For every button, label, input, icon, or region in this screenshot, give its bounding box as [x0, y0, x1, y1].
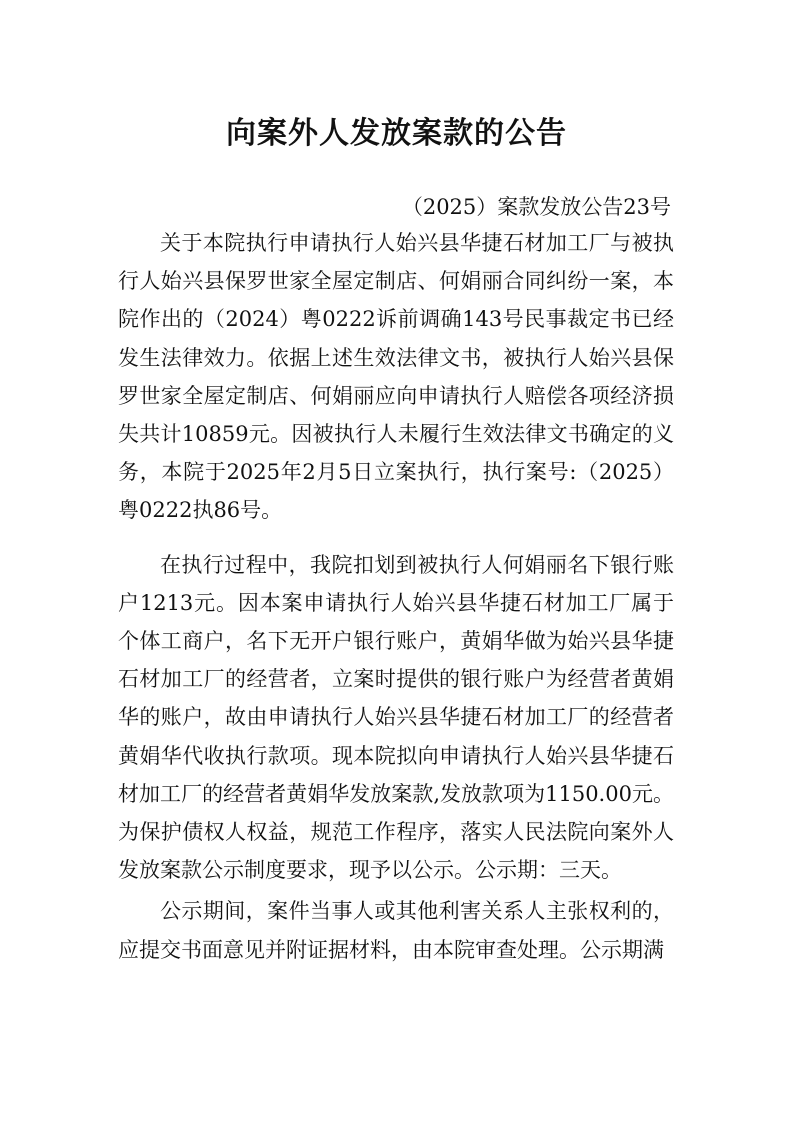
paragraph-objection-period: 公示期间，案件当事人或其他利害关系人主张权利的，应提交书面意见并附证据材料，由本院审查处理。公示期满 — [118, 899, 674, 962]
paragraph-execution-process: 在执行过程中，我院扣划到被执行人何娟丽名下银行账户1213元。因本案申请执行人始兴县华捷石材加工厂属于个体工商户，名下无开户银行账户，黄娟华做为始兴县华捷石材加工厂的经营者，立案时提供的银行账户为经营者黄娟华的账户，故由申请执行人始兴县华捷石材加工厂的经营者黄娟华代收执行款项。现本院拟向申请执行人始兴县华捷石材加工厂的经营者黄娟华发放案款,发放款项为1150.00元。为保护债权人权益，规范工作程序，落实人民法院向案外人发放案款公示制度要求，现予以公示。公示期：三天。 — [118, 552, 674, 883]
notice-body — [118, 224, 674, 969]
notice-title: 向案外人发放案款的公告 — [226, 116, 567, 151]
paragraph-case-background: 关于本院执行申请执行人始兴县华捷石材加工厂与被执行人始兴县保罗世家全屋定制店、何娟丽合同纠纷一案，本院作出的（2024）粤0222诉前调确143号民事裁定书已经发生法律效力。依据上述生效法律文书，被执行人始兴县保罗世家全屋定制店、何娟丽应向申请执行人赔偿各项经济损失共计10859元。因被执行人未履行生效法律文书确定的义务，本院于2025年2月5日立案执行，执行案号:（2025）粤0222执86号。 — [118, 231, 674, 523]
case-number: （2025）案款发放公告23号 — [401, 195, 671, 219]
